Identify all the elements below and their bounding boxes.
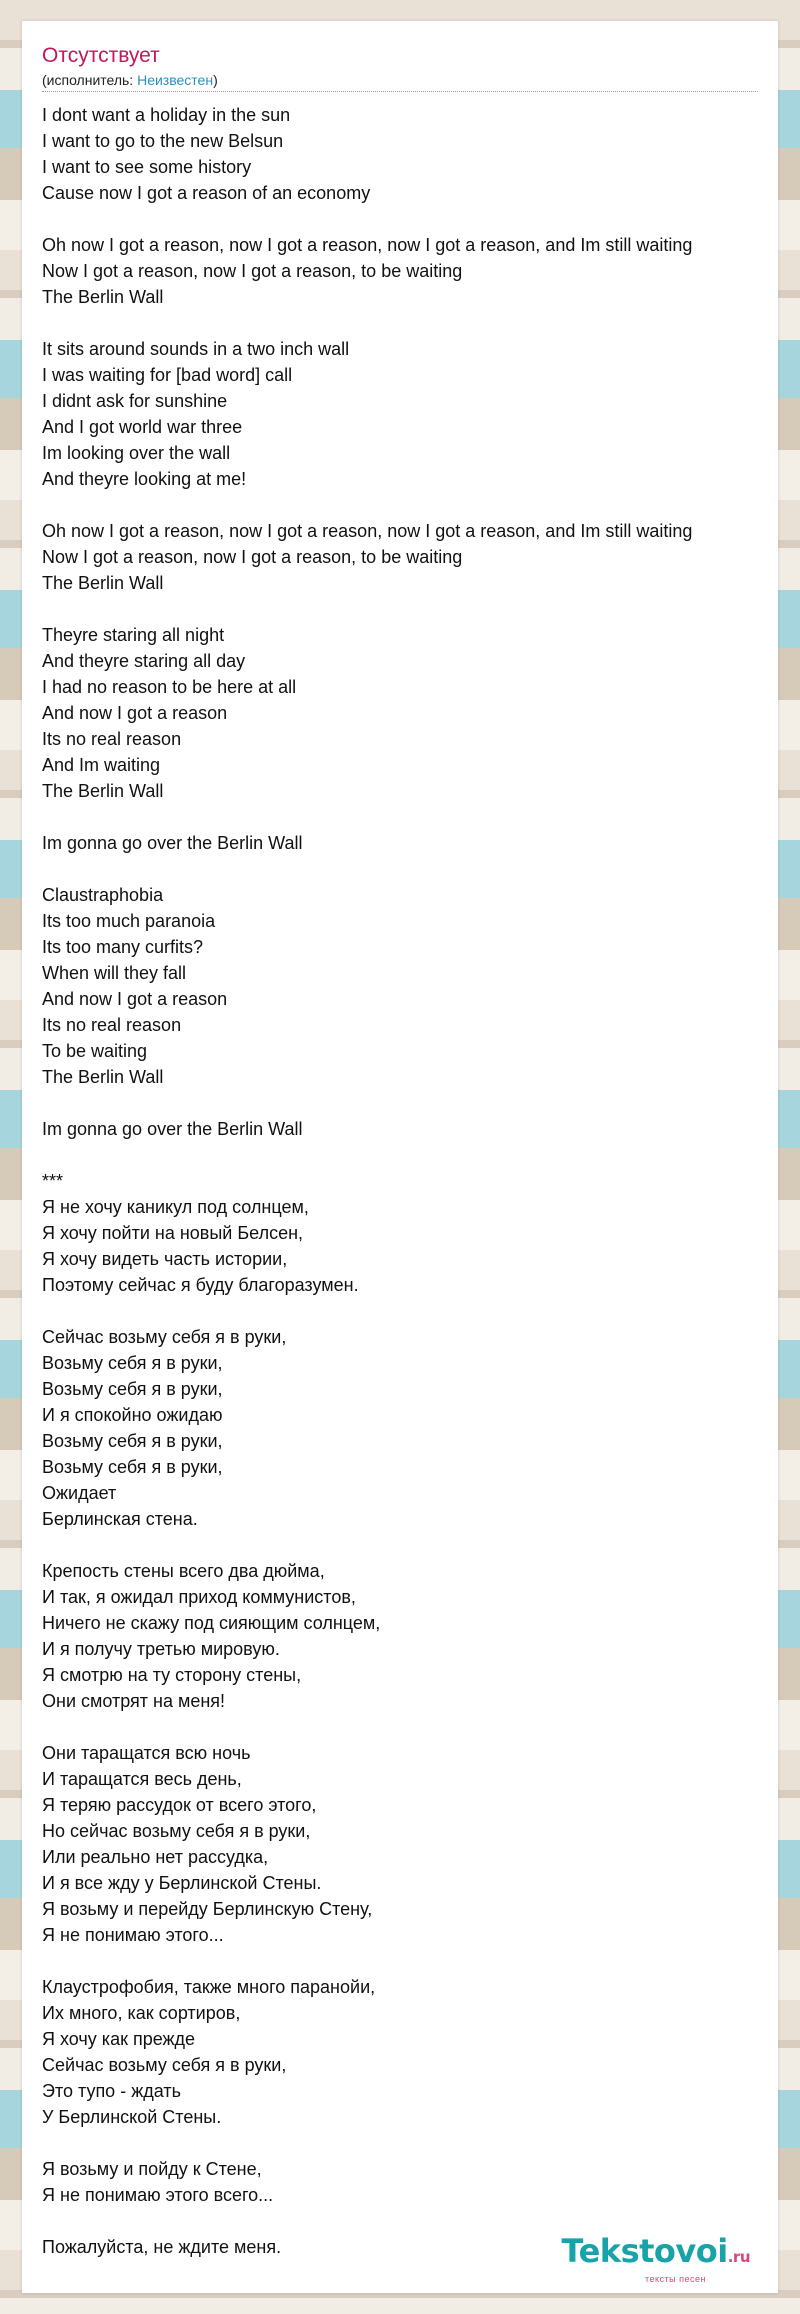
lyric-line: Я теряю рассудок от всего этого,	[42, 1795, 317, 1815]
lyric-line: And now I got a reason	[42, 703, 228, 723]
lyric-line: I dont want a holiday in the sun	[42, 105, 291, 125]
lyric-line	[42, 1090, 772, 1116]
lyric-line: And Im waiting	[42, 755, 161, 775]
lyric-line: Крепость стены всего два дюйма,	[42, 1561, 325, 1581]
lyric-line: Я смотрю на ту сторону стены,	[42, 1665, 302, 1685]
lyric-line	[42, 1142, 772, 1168]
lyric-line: Im looking over the wall	[42, 443, 231, 463]
lyric-line: Theyre staring all night	[42, 625, 225, 645]
lyric-line: И я спокойно ожидаю	[42, 1405, 223, 1425]
lyric-line	[42, 2130, 772, 2156]
lyric-line: I didnt ask for sunshine	[42, 391, 228, 411]
lyric-line: Я хочу видеть часть истории,	[42, 1249, 288, 1269]
lyric-line: Ожидает	[42, 1483, 117, 1503]
lyric-line: I want to go to the new Belsun	[42, 131, 284, 151]
logo-wordmark	[562, 2234, 750, 2274]
lyric-line: Сейчас возьму себя я в руки,	[42, 2055, 287, 2075]
lyric-line	[42, 1714, 772, 1740]
artist-link[interactable]: Неизвестен	[137, 72, 214, 88]
artist-prefix: (исполнитель:	[42, 72, 138, 88]
lyric-line: Возьму себя я в руки,	[42, 1431, 223, 1451]
lyric-line: Их много, как сортиров,	[42, 2003, 241, 2023]
lyric-line: Я возьму и пойду к Стене,	[42, 2159, 262, 2179]
lyric-line: Oh now I got a reason, now I got a reason, now I got a reason, and Im still waiting	[42, 521, 693, 541]
lyric-line: I had no reason to be here at all	[42, 677, 297, 697]
lyric-line: It sits around sounds in a two inch wall	[42, 339, 350, 359]
lyric-line: Сейчас возьму себя я в руки,	[42, 1327, 287, 1347]
lyric-line: Это тупо - ждать	[42, 2081, 181, 2101]
song-title: Отсутствует	[42, 44, 160, 67]
lyric-line: Claustraphobia	[42, 885, 164, 905]
lyric-line	[42, 804, 772, 830]
lyric-line: Now I got a reason, now I got a reason, to be waiting	[42, 261, 463, 281]
lyric-line: Now I got a reason, now I got a reason, to be waiting	[42, 547, 463, 567]
artist-suffix: )	[213, 72, 218, 88]
lyric-line: And theyre looking at me!	[42, 469, 247, 489]
lyric-line: Cause now I got a reason of an economy	[42, 183, 371, 203]
lyric-line	[42, 492, 772, 518]
lyric-line: And now I got a reason	[42, 989, 228, 1009]
lyric-line: Я не понимаю этого...	[42, 1925, 224, 1945]
lyric-line: The Berlin Wall	[42, 781, 164, 801]
lyric-line: Я не хочу каникул под солнцем,	[42, 1197, 309, 1217]
logo-tagline: тексты песен	[644, 2274, 706, 2284]
lyric-line: Но сейчас возьму себя я в руки,	[42, 1821, 311, 1841]
lyric-line	[42, 2208, 772, 2234]
lyric-line: The Berlin Wall	[42, 1067, 164, 1087]
lyric-line: Клаустрофобия, также много паранойи,	[42, 1977, 376, 1997]
lyric-line: And I got world war three	[42, 417, 243, 437]
artist-line	[42, 71, 218, 89]
site-logo[interactable]	[562, 2234, 750, 2285]
lyric-line: The Berlin Wall	[42, 573, 164, 593]
lyric-line	[42, 596, 772, 622]
lyric-line: И я получу третью мировую.	[42, 1639, 280, 1659]
lyric-line: To be waiting	[42, 1041, 148, 1061]
lyric-line: Its no real reason	[42, 1015, 182, 1035]
lyric-line: Или реально нет рассудка,	[42, 1847, 269, 1867]
lyric-line: Im gonna go over the Berlin Wall	[42, 1119, 303, 1139]
lyric-line: Its no real reason	[42, 729, 182, 749]
lyrics-text	[42, 102, 772, 2260]
lyric-line: And theyre staring all day	[42, 651, 246, 671]
lyric-line: Берлинская стена.	[42, 1509, 198, 1529]
lyric-line: The Berlin Wall	[42, 287, 164, 307]
lyric-line: Я не понимаю этого всего...	[42, 2185, 274, 2205]
lyric-line: Я хочу пойти на новый Белсен,	[42, 1223, 304, 1243]
lyric-line: Its too many curfits?	[42, 937, 204, 957]
lyric-line: Возьму себя я в руки,	[42, 1379, 223, 1399]
lyric-line	[42, 206, 772, 232]
lyric-line: Im gonna go over the Berlin Wall	[42, 833, 303, 853]
lyric-line: Я хочу как прежде	[42, 2029, 196, 2049]
lyric-line: Возьму себя я в руки,	[42, 1457, 223, 1477]
lyric-line: I want to see some history	[42, 157, 252, 177]
logo-name: Tekstovoi	[561, 2232, 728, 2270]
lyric-line: Пожалуйста, не ждите меня.	[42, 2237, 282, 2257]
lyrics-card	[22, 21, 778, 2293]
lyric-line: ***	[42, 1171, 64, 1191]
lyric-line: When will they fall	[42, 963, 187, 983]
lyric-line	[42, 1532, 772, 1558]
lyric-line: Возьму себя я в руки,	[42, 1353, 223, 1373]
lyric-line: Они смотрят на меня!	[42, 1691, 226, 1711]
lyric-line: I was waiting for [bad word] call	[42, 365, 293, 385]
lyric-line: У Берлинской Стены.	[42, 2107, 222, 2127]
lyric-line	[42, 1948, 772, 1974]
lyric-line: Они таращатся всю ночь	[42, 1743, 251, 1763]
lyric-line: Its too much paranoia	[42, 911, 216, 931]
lyric-line: И так, я ожидал приход коммунистов,	[42, 1587, 356, 1607]
lyric-line: Oh now I got a reason, now I got a reason, now I got a reason, and Im still waiting	[42, 235, 693, 255]
lyric-line	[42, 856, 772, 882]
lyric-line: Поэтому сейчас я буду благоразумен.	[42, 1275, 359, 1295]
logo-tld: .ru	[727, 2248, 750, 2266]
lyric-line: Я возьму и перейду Берлинскую Стену,	[42, 1899, 373, 1919]
lyric-line	[42, 310, 772, 336]
lyric-line	[42, 1298, 772, 1324]
title-divider	[42, 91, 758, 92]
lyric-line: Ничего не скажу под сияющим солнцем,	[42, 1613, 381, 1633]
lyric-line: И таращатся весь день,	[42, 1769, 242, 1789]
lyric-line: И я все жду у Берлинской Стены.	[42, 1873, 322, 1893]
